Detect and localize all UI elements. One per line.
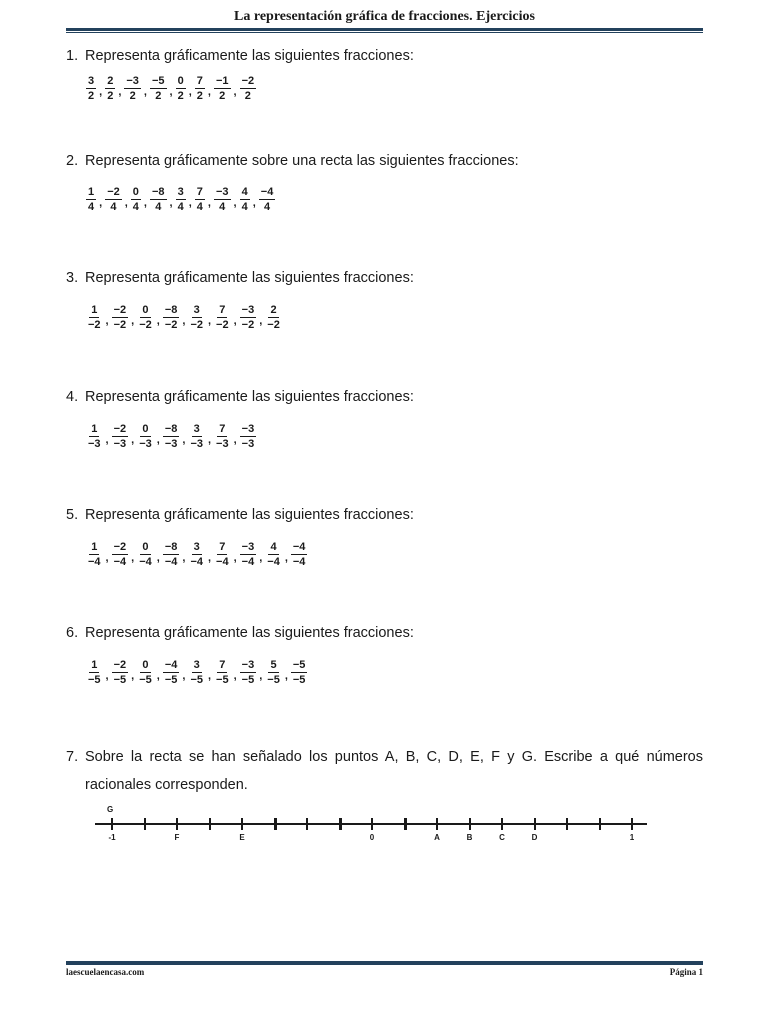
exercise-number: 6. (66, 625, 79, 641)
fraction-numerator: 0 (132, 186, 139, 198)
fraction (239, 186, 251, 213)
fraction-numerator: −2 (107, 186, 120, 198)
fraction (239, 659, 258, 686)
fraction-denominator: 4 (88, 201, 95, 213)
fraction-numerator: 2 (107, 75, 114, 87)
number-line-tick (631, 818, 633, 830)
fraction-separator: , (233, 669, 237, 682)
fraction-numerator: −3 (241, 423, 255, 435)
fraction-denominator: −3 (113, 438, 127, 450)
fraction (264, 304, 283, 331)
fraction-numerator: 3 (193, 304, 200, 316)
fraction (194, 186, 206, 213)
fraction-list (85, 186, 276, 213)
fraction (111, 541, 130, 568)
fraction-denominator: −3 (88, 438, 101, 450)
fraction-denominator: −3 (190, 438, 203, 450)
fraction (175, 75, 187, 102)
fraction-numerator: 0 (142, 423, 149, 435)
fraction-denominator: −2 (88, 319, 101, 331)
fraction-numerator: −5 (292, 659, 306, 671)
fraction-denominator: 4 (241, 201, 248, 213)
fraction (213, 423, 232, 450)
fraction-denominator: 4 (263, 201, 271, 213)
fraction-separator: , (156, 669, 160, 682)
fraction-numerator: 7 (219, 541, 226, 553)
fraction-separator: , (124, 196, 128, 209)
fraction-numerator: 1 (91, 304, 98, 316)
fraction-denominator: −4 (241, 556, 255, 568)
fraction (85, 659, 104, 686)
fraction (85, 541, 104, 568)
fraction-separator: , (105, 433, 109, 446)
fraction-list (85, 541, 308, 568)
fraction-separator: , (188, 85, 192, 98)
fraction-denominator: −5 (267, 674, 280, 686)
fraction (290, 659, 309, 686)
fraction-numerator: 0 (142, 304, 149, 316)
number-line-tick (339, 818, 342, 830)
number-line-label: B (466, 833, 473, 842)
fraction-separator: , (105, 551, 109, 564)
fraction-numerator: −1 (215, 75, 229, 87)
fraction (239, 423, 258, 450)
fraction-separator: , (207, 85, 211, 98)
fraction-separator: , (233, 551, 237, 564)
fraction-numerator: −4 (164, 659, 178, 671)
fraction-separator: , (156, 433, 160, 446)
fraction-numerator: −2 (241, 75, 255, 87)
fraction-numerator: 0 (142, 541, 149, 553)
exercise-7-text-line1: Sobre la recta se han señalado los puntos A, B, C, D, E, F y G. Escribe a qué números (85, 749, 703, 765)
fraction-numerator: 3 (88, 75, 95, 87)
exercise-1 (66, 48, 703, 64)
fraction-denominator: −2 (267, 319, 280, 331)
fraction-numerator: 0 (142, 659, 149, 671)
fraction (111, 423, 130, 450)
fraction-list (85, 75, 257, 102)
number-line-tick (241, 818, 243, 830)
fraction (213, 75, 232, 102)
fraction-numerator: −3 (241, 304, 255, 316)
fraction-denominator: 2 (129, 90, 136, 102)
number-line-label: C (499, 833, 505, 842)
fraction-separator: , (207, 669, 212, 682)
fraction-denominator: 2 (107, 90, 114, 102)
fraction-denominator: −4 (190, 556, 203, 568)
footer-site: laescuelaencasa.com (66, 967, 145, 977)
number-line-label: 1 (629, 833, 635, 842)
fraction-numerator: −4 (292, 541, 306, 553)
exercise-instruction: Representa gráficamente las siguientes fracciones: (85, 507, 414, 523)
fraction-separator: , (131, 551, 135, 564)
fraction-denominator: −2 (113, 319, 127, 331)
fraction (149, 75, 168, 102)
number-line-tick (371, 818, 373, 830)
fraction-numerator: −8 (164, 304, 178, 316)
fraction (187, 541, 206, 568)
fraction (85, 186, 97, 213)
exercise-number: 2. (66, 153, 79, 169)
number-line-tick (176, 818, 178, 830)
number-line-label: 0 (369, 833, 375, 842)
number-line-tick (501, 818, 503, 830)
fraction-numerator: −8 (164, 541, 178, 553)
fraction-denominator: 2 (177, 90, 184, 102)
exercise-6 (66, 625, 703, 641)
fraction (136, 659, 155, 686)
fraction (187, 304, 206, 331)
fraction (136, 541, 155, 568)
fraction-numerator: −2 (113, 541, 127, 553)
fraction-separator: , (188, 196, 192, 209)
fraction-separator: , (252, 196, 256, 209)
fraction-separator: , (182, 669, 186, 682)
fraction-numerator: −2 (113, 423, 127, 435)
fraction (130, 186, 142, 213)
fraction (290, 541, 309, 568)
fraction-numerator: −4 (260, 186, 274, 198)
fraction (213, 541, 232, 568)
fraction-separator: , (207, 314, 212, 327)
fraction-denominator: 2 (88, 90, 95, 102)
fraction-numerator: −5 (151, 75, 165, 87)
fraction (85, 423, 104, 450)
fraction-separator: , (182, 551, 186, 564)
exercise-7-text-line2: racionales corresponden. (85, 777, 248, 793)
fraction-separator: , (131, 314, 135, 327)
fraction-numerator: 7 (219, 304, 226, 316)
fraction-denominator: −5 (190, 674, 203, 686)
fraction (213, 186, 232, 213)
exercise-number: 1. (66, 48, 79, 64)
fraction-separator: , (99, 85, 103, 98)
fraction-numerator: −2 (113, 304, 127, 316)
fraction-numerator: 7 (219, 659, 226, 671)
number-line (95, 805, 650, 847)
fraction (136, 423, 155, 450)
fraction-separator: , (207, 551, 212, 564)
fraction-numerator: 1 (91, 541, 98, 553)
fraction-separator: , (156, 314, 160, 327)
fraction-denominator: 2 (244, 90, 251, 102)
fraction-denominator: −2 (190, 319, 203, 331)
fraction-numerator: 0 (177, 75, 184, 87)
fraction-denominator: −2 (216, 319, 229, 331)
fraction-separator: , (143, 85, 147, 98)
number-line-label: -1 (108, 833, 116, 842)
fraction-separator: , (233, 196, 237, 209)
fraction-denominator: −5 (292, 674, 306, 686)
fraction-denominator: −4 (113, 556, 127, 568)
fraction-denominator: 4 (155, 201, 162, 213)
fraction-numerator: −8 (151, 186, 165, 198)
number-line-tick (436, 818, 438, 830)
fraction-numerator: 4 (270, 541, 277, 553)
fraction-denominator: 2 (155, 90, 162, 102)
point-label-g: G (107, 805, 114, 814)
fraction-separator: , (105, 669, 109, 682)
number-line-label: F (174, 833, 180, 842)
footer-rule (66, 960, 703, 965)
fraction-numerator: 7 (219, 423, 226, 435)
fraction-separator: , (131, 669, 135, 682)
fraction-denominator: −2 (241, 319, 255, 331)
exercise-2 (66, 153, 703, 169)
exercise-7 (66, 743, 703, 799)
number-line-tick (469, 818, 471, 830)
fraction-denominator: −5 (216, 674, 229, 686)
fraction-denominator: −4 (267, 556, 280, 568)
fraction-numerator: 1 (88, 186, 95, 198)
fraction-separator: , (207, 433, 212, 446)
fraction-separator: , (259, 551, 263, 564)
fraction-denominator: −3 (164, 438, 178, 450)
fraction-denominator: 4 (196, 201, 203, 213)
fraction-separator: , (259, 314, 263, 327)
fraction-denominator: −4 (292, 556, 306, 568)
fraction-separator: , (99, 196, 103, 209)
fraction-separator: , (169, 85, 173, 98)
exercise-instruction: Representa gráficamente las siguientes fracciones: (85, 389, 414, 405)
fraction (258, 186, 277, 213)
fraction-numerator: 5 (270, 659, 277, 671)
fraction-denominator: −5 (88, 674, 101, 686)
fraction (136, 304, 155, 331)
fraction-separator: , (105, 314, 109, 327)
number-line-label: E (239, 833, 245, 842)
fraction-separator: , (284, 669, 288, 682)
exercise-instruction: Representa gráficamente las siguientes fracciones: (85, 270, 414, 286)
fraction-separator: , (169, 196, 173, 209)
exercise-number: 5. (66, 507, 79, 523)
fraction-separator: , (284, 551, 288, 564)
fraction-numerator: 1 (91, 423, 98, 435)
fraction (239, 541, 258, 568)
fraction-denominator: 4 (177, 201, 184, 213)
fraction (213, 304, 232, 331)
fraction-list (85, 423, 257, 450)
fraction-numerator: 4 (241, 186, 248, 198)
fraction-denominator: −3 (139, 438, 152, 450)
fraction-separator: , (233, 85, 237, 98)
fraction (123, 75, 142, 102)
exercise-number: 4. (66, 389, 79, 405)
fraction-denominator: 2 (219, 90, 226, 102)
fraction-separator: , (233, 433, 237, 446)
fraction-list (85, 304, 283, 331)
fraction-denominator: 4 (219, 201, 226, 213)
fraction-list (85, 659, 308, 686)
fraction-numerator: 2 (270, 304, 277, 316)
fraction (111, 304, 130, 331)
fraction-numerator: 3 (193, 659, 200, 671)
fraction-numerator: 3 (193, 541, 200, 553)
fraction-denominator: −2 (164, 319, 178, 331)
fraction-numerator: −8 (164, 423, 178, 435)
number-line-tick (274, 818, 277, 830)
fraction-denominator: −5 (139, 674, 152, 686)
number-line-tick (306, 818, 308, 830)
fraction (85, 304, 104, 331)
fraction (239, 75, 258, 102)
fraction-separator: , (131, 433, 135, 446)
number-line-tick (534, 818, 536, 830)
fraction-separator: , (143, 196, 147, 209)
exercise-number: 3. (66, 270, 79, 286)
fraction-separator: , (233, 314, 237, 327)
fraction (187, 423, 206, 450)
fraction (213, 659, 232, 686)
fraction (104, 186, 123, 213)
fraction (175, 186, 187, 213)
fraction-denominator: −4 (164, 556, 178, 568)
fraction (85, 75, 97, 102)
page-header-title: La representación gráfica de fracciones. Ejercicios (234, 9, 535, 24)
fraction (162, 423, 181, 450)
number-line-tick (599, 818, 601, 830)
exercise-instruction: Representa gráficamente las siguientes fracciones: (85, 625, 414, 641)
fraction (194, 75, 206, 102)
number-line-tick (209, 818, 211, 830)
exercise-number: 7. (66, 749, 79, 765)
fraction-separator: , (118, 85, 122, 98)
fraction (111, 659, 130, 686)
fraction-numerator: 1 (91, 659, 98, 671)
number-line-tick (111, 818, 113, 830)
fraction (187, 659, 206, 686)
fraction-denominator: −2 (139, 319, 152, 331)
fraction-separator: , (156, 551, 160, 564)
fraction (104, 75, 116, 102)
fraction (162, 541, 181, 568)
number-line-tick (404, 818, 407, 830)
fraction (162, 304, 181, 331)
fraction-denominator: −4 (216, 556, 229, 568)
exercise-4 (66, 389, 703, 405)
number-line-tick (566, 818, 568, 830)
fraction-denominator: 4 (110, 201, 117, 213)
fraction-denominator: −5 (164, 674, 178, 686)
fraction-numerator: 3 (177, 186, 184, 198)
fraction-denominator: −5 (113, 674, 127, 686)
fraction-denominator: 2 (196, 90, 203, 102)
fraction (149, 186, 168, 213)
exercise-3 (66, 270, 703, 286)
number-line-label: D (531, 833, 538, 842)
footer-page-number: Página 1 (669, 967, 703, 977)
fraction-numerator: −3 (215, 186, 229, 198)
fraction-denominator: 4 (132, 201, 139, 213)
fraction-numerator: −3 (126, 75, 139, 87)
fraction (162, 659, 181, 686)
number-line-tick (144, 818, 146, 830)
fraction-numerator: −2 (113, 659, 127, 671)
fraction (239, 304, 258, 331)
header-rule (66, 28, 703, 33)
fraction-denominator: −4 (88, 556, 101, 568)
fraction-numerator: 7 (196, 75, 203, 87)
exercise-instruction: Representa gráficamente las siguientes fracciones: (85, 48, 414, 64)
fraction-denominator: −5 (241, 674, 255, 686)
fraction-separator: , (182, 433, 186, 446)
fraction (264, 659, 283, 686)
fraction-numerator: −3 (241, 659, 255, 671)
fraction-numerator: 3 (193, 423, 200, 435)
fraction-numerator: −3 (241, 541, 255, 553)
exercise-instruction: Representa gráficamente sobre una recta las siguientes fracciones: (85, 153, 519, 169)
fraction-denominator: −4 (139, 556, 152, 568)
number-line-label: A (434, 833, 440, 842)
fraction-separator: , (207, 196, 211, 209)
fraction-numerator: 7 (196, 186, 203, 198)
fraction-separator: , (259, 669, 263, 682)
fraction-denominator: −3 (241, 438, 255, 450)
fraction-separator: , (182, 314, 186, 327)
fraction (264, 541, 283, 568)
fraction-denominator: −3 (216, 438, 229, 450)
exercise-5 (66, 507, 703, 523)
